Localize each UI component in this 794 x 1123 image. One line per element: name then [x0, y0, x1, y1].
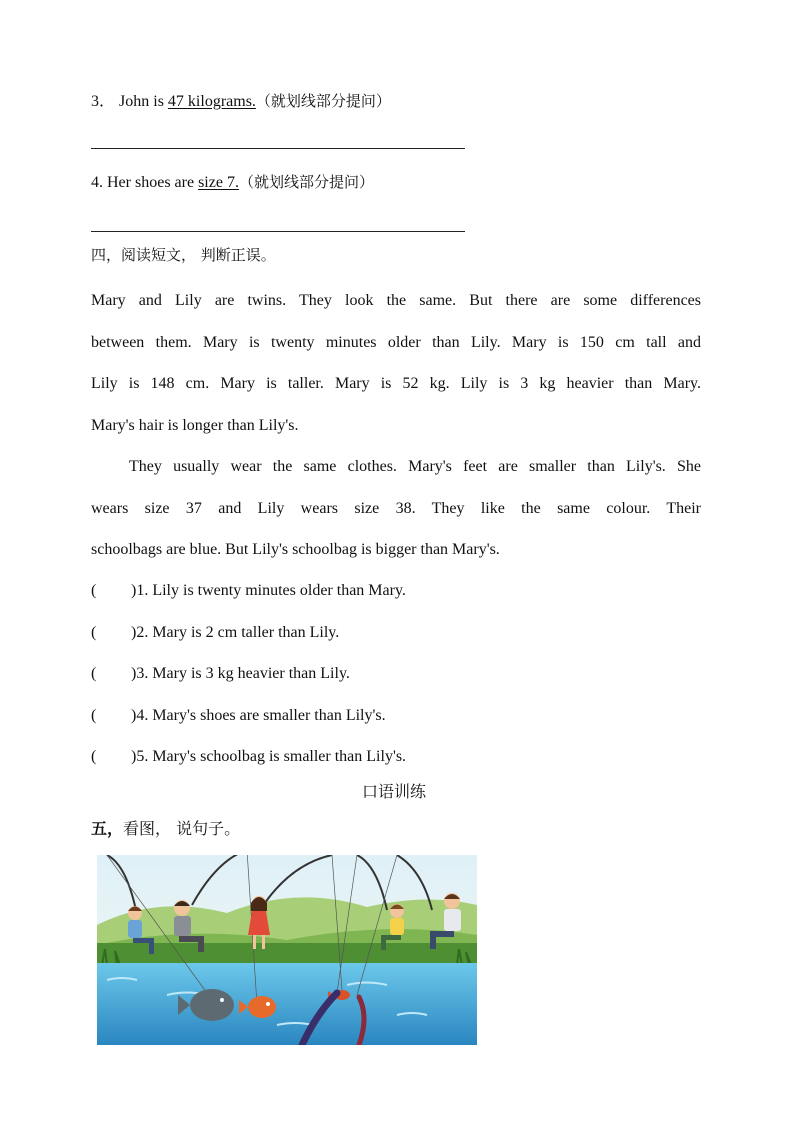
reading-paragraph-2 [91, 457, 701, 582]
item-number: )3. [131, 665, 149, 682]
item-number: )5. [131, 748, 149, 765]
question-number: 3． [91, 93, 116, 110]
item-number: )1. [131, 582, 149, 599]
question-3 [91, 88, 391, 111]
fishing-scene-illustration [97, 855, 477, 1045]
question-text: Her shoes are [103, 174, 199, 191]
question-4 [91, 171, 374, 192]
question-number: 4. [91, 174, 103, 191]
paragraph-line: schoolbags are blue. But Lily's schoolbag is bigger than Mary's. [91, 541, 500, 559]
item-text: Mary is 2 cm taller than Lily. [148, 624, 340, 641]
underlined-phrase: 47 kilograms. [167, 93, 256, 110]
item-text: Mary's schoolbag is smaller than Lily's. [148, 748, 407, 765]
answer-bracket[interactable]: ( [91, 624, 97, 641]
paragraph-line: Lily is 148 cm. Mary is taller. Mary is 52 kg. Lily is 3 kg heavier than Mary. [91, 375, 701, 393]
answer-bracket[interactable]: ( [91, 707, 97, 724]
reading-paragraph-1 [91, 291, 701, 457]
tf-item-3 [91, 665, 350, 683]
answer-bracket[interactable]: ( [91, 665, 97, 682]
answer-line-4[interactable] [91, 231, 465, 232]
answer-bracket[interactable]: ( [91, 748, 97, 765]
item-number: )2. [131, 624, 149, 641]
question-text: John is [119, 93, 168, 110]
tf-item-4 [91, 707, 386, 725]
paragraph-line: Mary's hair is longer than Lily's. [91, 416, 299, 434]
item-number: )4. [131, 707, 149, 724]
instruction-note: （就划线部分提问） [238, 173, 374, 191]
instruction-note: （就划线部分提问） [255, 92, 391, 110]
item-text: Mary's shoes are smaller than Lily's. [148, 707, 386, 724]
paragraph-line: wears size 37 and Lily wears size 38. They like the same colour. Their [91, 499, 701, 517]
item-text: Mary is 3 kg heavier than Lily. [148, 665, 350, 682]
tf-item-1 [91, 582, 406, 600]
oral-training-heading: 口语训练 [362, 782, 427, 801]
section-4-title: 四，阅读短文， 判断正误。 [91, 246, 276, 264]
water [97, 963, 477, 1045]
underlined-phrase: size 7. [198, 174, 239, 191]
paragraph-line: They usually wear the same clothes. Mary's feet are smaller than Lily's. She [129, 458, 701, 475]
answer-line-3[interactable] [91, 148, 465, 149]
item-text: Lily is twenty minutes older than Mary. [148, 582, 406, 599]
section-5-title [91, 816, 240, 839]
tf-item-2 [91, 624, 339, 642]
paragraph-line: Mary and Lily are twins. They look the same. But there are some differences [91, 292, 701, 309]
paragraph-line: between them. Mary is twenty minutes older than Lily. Mary is 150 cm tall and [91, 333, 701, 351]
section-number: 五， [91, 819, 124, 838]
answer-bracket[interactable]: ( [91, 582, 97, 599]
tf-item-5 [91, 748, 406, 766]
section-text: 看图， 说句子。 [123, 819, 241, 838]
